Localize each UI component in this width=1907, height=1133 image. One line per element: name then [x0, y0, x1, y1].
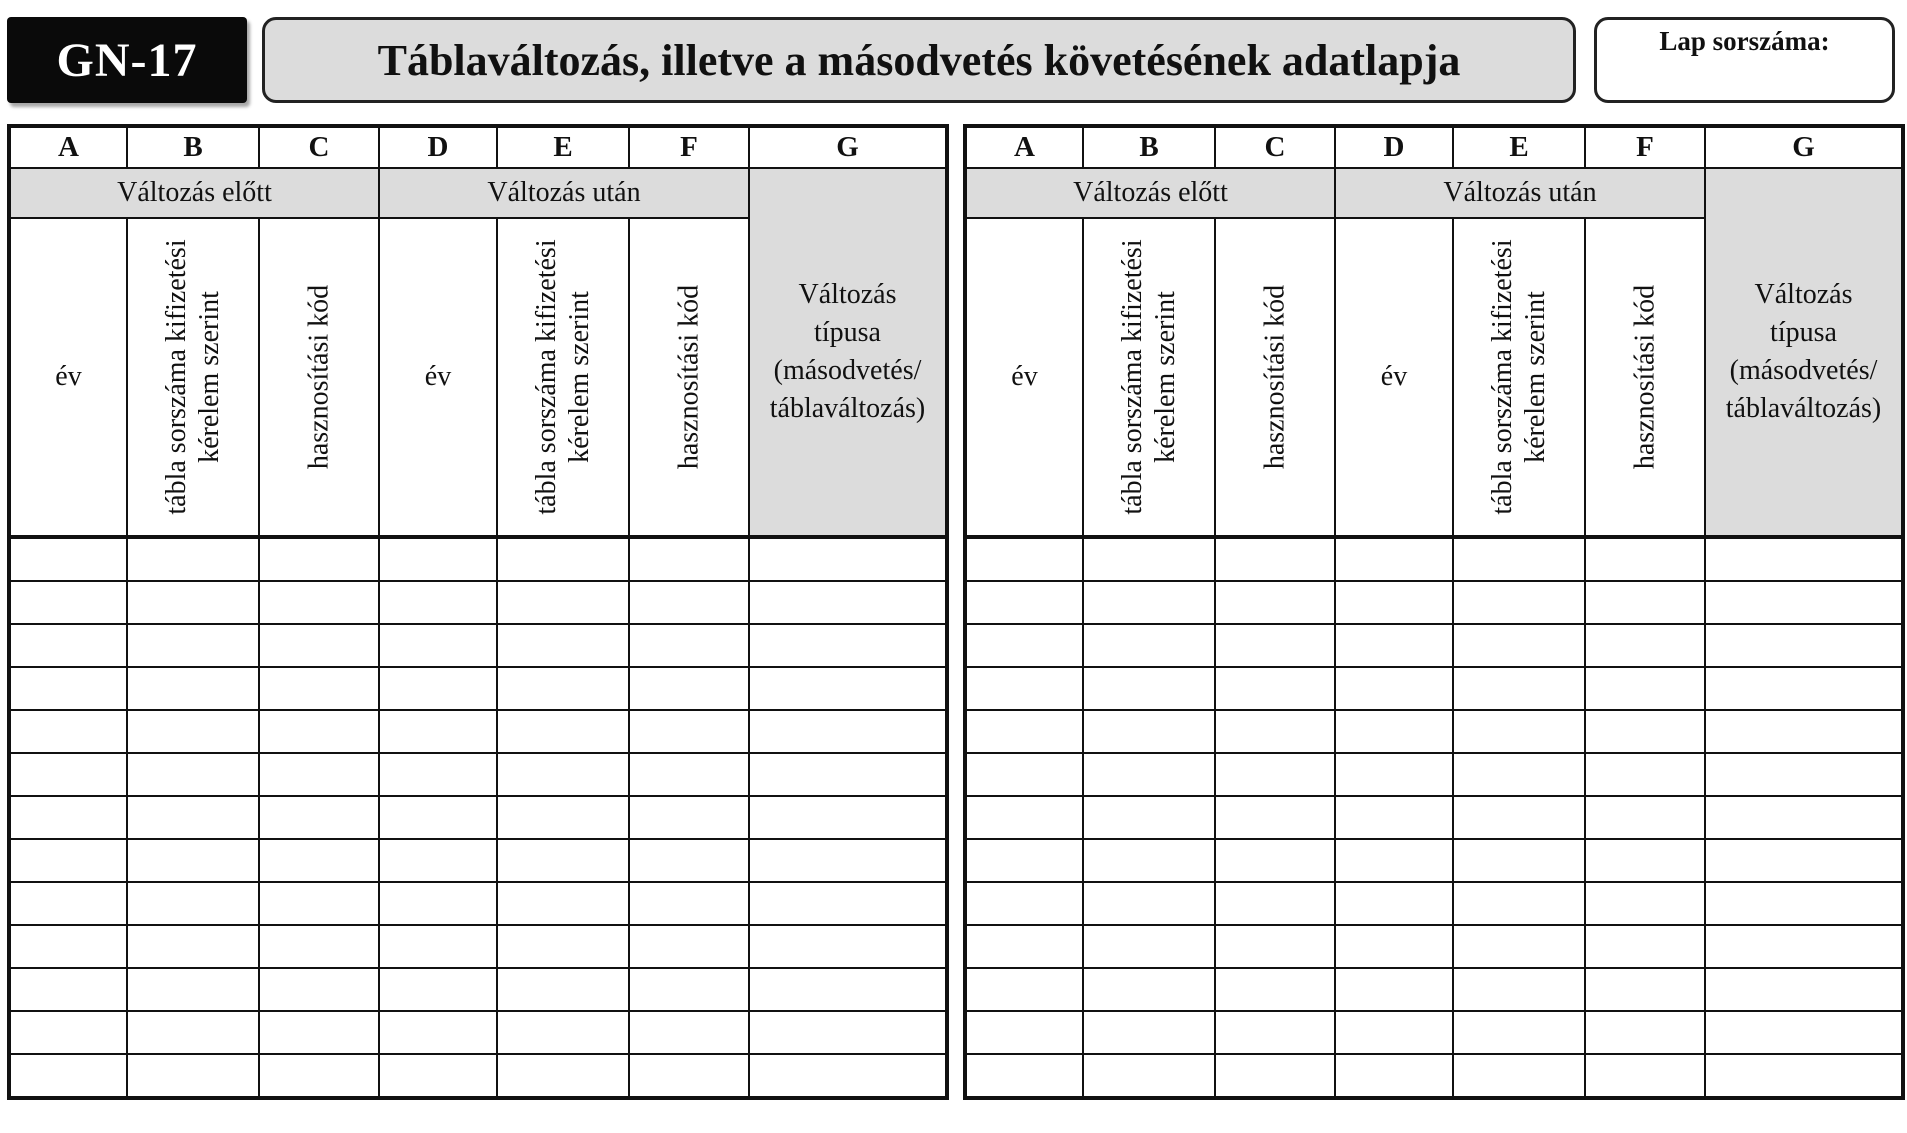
parcel-number-header-after [497, 218, 629, 537]
entry-cell[interactable] [127, 925, 259, 968]
entry-cell[interactable] [1705, 796, 1903, 839]
entry-cell[interactable] [965, 537, 1083, 581]
parcel-number-header-before [1083, 218, 1215, 537]
change-type-line1: Változás [798, 279, 897, 311]
entry-cell[interactable] [749, 581, 947, 624]
entry-cell[interactable] [749, 1054, 947, 1098]
entry-cell[interactable] [965, 796, 1083, 839]
entry-cell[interactable] [965, 624, 1083, 667]
entry-cell[interactable] [1705, 1054, 1903, 1098]
column-letter-d: D [1335, 126, 1453, 168]
entry-cell[interactable] [965, 968, 1083, 1011]
entry-cell[interactable] [629, 710, 749, 753]
entry-cell[interactable] [379, 839, 497, 882]
entry-cell[interactable] [379, 1054, 497, 1098]
column-letter-row [9, 126, 947, 168]
table-row [9, 796, 947, 839]
entry-cell[interactable] [497, 581, 629, 624]
entry-cell[interactable] [1215, 839, 1335, 882]
entry-cell[interactable] [9, 796, 127, 839]
change-type-line2: típusa [814, 317, 881, 349]
entry-cell[interactable] [1083, 968, 1215, 1011]
change-type-line2: típusa [1770, 317, 1837, 349]
usage-code-label: hasznosítási kód [303, 284, 335, 470]
table-row [965, 581, 1903, 624]
usage-code-header-before [259, 218, 379, 537]
entry-cell[interactable] [9, 839, 127, 882]
entry-cell[interactable] [749, 925, 947, 968]
entry-cell[interactable] [749, 624, 947, 667]
entry-cell[interactable] [1335, 624, 1453, 667]
entry-cell[interactable] [1705, 710, 1903, 753]
table-row [965, 1054, 1903, 1098]
entry-cell[interactable] [1335, 882, 1453, 925]
entry-cell[interactable] [1335, 667, 1453, 710]
entry-cell[interactable] [1335, 839, 1453, 882]
entry-cell[interactable] [1585, 624, 1705, 667]
column-letter-c: C [259, 126, 379, 168]
year-header-after: év [1335, 218, 1453, 537]
group-before-header: Változás előtt [9, 168, 379, 218]
column-letter-g: G [749, 126, 947, 168]
entry-cell[interactable] [1705, 753, 1903, 796]
table-row [9, 753, 947, 796]
entry-cell[interactable] [749, 753, 947, 796]
table-row [965, 753, 1903, 796]
entry-cell[interactable] [1335, 753, 1453, 796]
entry-cell[interactable] [259, 882, 379, 925]
entry-cell[interactable] [1585, 839, 1705, 882]
entry-cell[interactable] [1705, 667, 1903, 710]
entry-cell[interactable] [127, 968, 259, 1011]
entry-cell[interactable] [1083, 1054, 1215, 1098]
entry-cell[interactable] [379, 667, 497, 710]
entry-cell[interactable] [9, 753, 127, 796]
entry-cell[interactable] [1705, 968, 1903, 1011]
entry-cell[interactable] [1585, 753, 1705, 796]
entry-cell[interactable] [497, 710, 629, 753]
entry-cell[interactable] [629, 624, 749, 667]
table-row [965, 537, 1903, 581]
parcel-number-header-after [1453, 218, 1585, 537]
entry-cell[interactable] [1083, 1011, 1215, 1054]
entry-cell[interactable] [259, 624, 379, 667]
entry-cell[interactable] [1083, 581, 1215, 624]
entry-cell[interactable] [965, 710, 1083, 753]
entry-cell[interactable] [1335, 796, 1453, 839]
entry-cell[interactable] [497, 624, 629, 667]
entry-cell[interactable] [965, 1011, 1083, 1054]
entry-cell[interactable] [127, 796, 259, 839]
entry-cell[interactable] [1215, 624, 1335, 667]
entry-cell[interactable] [379, 1011, 497, 1054]
entry-cell[interactable] [629, 925, 749, 968]
entry-cell[interactable] [1215, 1011, 1335, 1054]
entry-cell[interactable] [1083, 537, 1215, 581]
entry-cell[interactable] [1705, 882, 1903, 925]
entry-cell[interactable] [749, 537, 947, 581]
change-type-line3: (másodvetés/ [773, 355, 922, 386]
entry-cell[interactable] [965, 581, 1083, 624]
year-header-after: év [379, 218, 497, 537]
entry-cell[interactable] [629, 796, 749, 839]
entry-cell[interactable] [629, 1011, 749, 1054]
entry-cell[interactable] [1083, 882, 1215, 925]
entry-cell[interactable] [1215, 753, 1335, 796]
entry-cell[interactable] [1215, 581, 1335, 624]
change-type-header [749, 168, 947, 537]
entry-cell[interactable] [497, 1011, 629, 1054]
group-after-header: Változás után [1335, 168, 1705, 218]
entry-cell[interactable] [379, 624, 497, 667]
entry-cell[interactable] [9, 1054, 127, 1098]
usage-code-label: hasznosítási kód [1629, 284, 1661, 470]
table-row [965, 1011, 1903, 1054]
entry-cell[interactable] [749, 1011, 947, 1054]
year-header-before: év [9, 218, 127, 537]
table-row [965, 968, 1903, 1011]
entry-cell[interactable] [127, 624, 259, 667]
entry-cell[interactable] [749, 667, 947, 710]
entry-cell[interactable] [1705, 581, 1903, 624]
column-letter-c: C [1215, 126, 1335, 168]
parcel-number-line2: kérelem szerint [1520, 291, 1551, 463]
entry-cell[interactable] [1453, 968, 1585, 1011]
change-type-line3: (másodvetés/ [1729, 355, 1878, 386]
table-row [965, 624, 1903, 667]
entry-cell[interactable] [379, 710, 497, 753]
usage-code-header-after [629, 218, 749, 537]
entry-cell[interactable] [1705, 537, 1903, 581]
change-type-line1: Változás [1754, 279, 1853, 311]
entry-cell[interactable] [1453, 753, 1585, 796]
entry-cell[interactable] [497, 925, 629, 968]
entry-cell[interactable] [497, 1054, 629, 1098]
entry-cell[interactable] [629, 968, 749, 1011]
entry-cell[interactable] [629, 667, 749, 710]
entry-cell[interactable] [127, 839, 259, 882]
sheet-number-field[interactable] [1594, 17, 1895, 103]
entry-cell[interactable] [1453, 667, 1585, 710]
entry-cell[interactable] [1335, 1054, 1453, 1098]
column-letter-e: E [1453, 126, 1585, 168]
entry-cell[interactable] [1453, 537, 1585, 581]
entry-cell[interactable] [259, 667, 379, 710]
entry-cell[interactable] [379, 882, 497, 925]
column-letter-e: E [497, 126, 629, 168]
entry-cell[interactable] [1083, 753, 1215, 796]
entry-cell[interactable] [9, 968, 127, 1011]
entry-cell[interactable] [1585, 581, 1705, 624]
usage-code-header-after [1585, 218, 1705, 537]
table-row [9, 968, 947, 1011]
parcel-number-header-before [127, 218, 259, 537]
change-type-line4: táblaváltozás) [769, 392, 926, 424]
form-title: Táblaváltozás, illetve a másodvetés követésének adatlapja [262, 17, 1576, 103]
change-table-right [963, 124, 1905, 1100]
entry-cell[interactable] [629, 753, 749, 796]
entry-cell[interactable] [1585, 667, 1705, 710]
table-row [9, 537, 947, 581]
entry-cell[interactable] [1585, 796, 1705, 839]
entry-cell[interactable] [1083, 667, 1215, 710]
entry-cell[interactable] [629, 839, 749, 882]
entry-cell[interactable] [259, 753, 379, 796]
entry-cell[interactable] [9, 667, 127, 710]
entry-cell[interactable] [497, 537, 629, 581]
change-table-left [7, 124, 949, 1100]
parcel-number-line2: kérelem szerint [1150, 291, 1181, 463]
entry-cell[interactable] [1585, 1011, 1705, 1054]
entry-cell[interactable] [127, 710, 259, 753]
entry-cell[interactable] [379, 581, 497, 624]
entry-cell[interactable] [1215, 1054, 1335, 1098]
entry-cell[interactable] [1705, 925, 1903, 968]
entry-cell[interactable] [965, 1054, 1083, 1098]
entry-cell[interactable] [9, 710, 127, 753]
table-row [9, 581, 947, 624]
parcel-number-line1: tábla sorszáma kifizetési [1116, 239, 1148, 515]
entry-cell[interactable] [1215, 667, 1335, 710]
entry-cell[interactable] [1215, 710, 1335, 753]
parcel-number-line2: kérelem szerint [194, 291, 225, 463]
entry-cell[interactable] [965, 753, 1083, 796]
entry-cell[interactable] [1585, 925, 1705, 968]
entry-cell[interactable] [1585, 710, 1705, 753]
table-row [9, 1054, 947, 1098]
entry-cell[interactable] [9, 1011, 127, 1054]
entry-cell[interactable] [965, 839, 1083, 882]
column-letter-f: F [1585, 126, 1705, 168]
usage-code-label: hasznosítási kód [1259, 284, 1291, 470]
form-header [0, 0, 1907, 110]
column-letter-g: G [1705, 126, 1903, 168]
entry-cell[interactable] [259, 1054, 379, 1098]
entry-cell[interactable] [497, 796, 629, 839]
entry-cell[interactable] [9, 581, 127, 624]
group-header-row [965, 168, 1903, 218]
entry-cell[interactable] [1335, 710, 1453, 753]
group-header-row [9, 168, 947, 218]
entry-cell[interactable] [259, 537, 379, 581]
usage-code-header-before [1215, 218, 1335, 537]
entry-cell[interactable] [497, 667, 629, 710]
change-type-header [1705, 168, 1903, 537]
entry-cell[interactable] [1453, 1054, 1585, 1098]
entry-cell[interactable] [1453, 925, 1585, 968]
entry-cell[interactable] [127, 667, 259, 710]
entry-cell[interactable] [1083, 624, 1215, 667]
table-row [965, 710, 1903, 753]
entry-cell[interactable] [1335, 581, 1453, 624]
year-header-before: év [965, 218, 1083, 537]
column-letter-b: B [127, 126, 259, 168]
group-before-header: Változás előtt [965, 168, 1335, 218]
entry-cell[interactable] [497, 882, 629, 925]
entry-cell[interactable] [749, 882, 947, 925]
parcel-number-line1: tábla sorszáma kifizetési [160, 239, 192, 515]
table-row [965, 796, 1903, 839]
column-letter-row [965, 126, 1903, 168]
entry-cell[interactable] [1453, 796, 1585, 839]
entry-cell[interactable] [259, 710, 379, 753]
entry-cell[interactable] [1215, 925, 1335, 968]
entry-cell[interactable] [259, 925, 379, 968]
column-letter-a: A [965, 126, 1083, 168]
entry-cell[interactable] [629, 882, 749, 925]
parcel-number-line1: tábla sorszáma kifizetési [530, 239, 562, 515]
entry-cell[interactable] [127, 1011, 259, 1054]
entry-cell[interactable] [1335, 925, 1453, 968]
table-row [965, 667, 1903, 710]
entry-cell[interactable] [1215, 882, 1335, 925]
entry-cell[interactable] [127, 1054, 259, 1098]
entry-cell[interactable] [1215, 968, 1335, 1011]
entry-cell[interactable] [497, 839, 629, 882]
entry-cell[interactable] [749, 839, 947, 882]
entry-cell[interactable] [749, 710, 947, 753]
entry-cell[interactable] [1705, 1011, 1903, 1054]
entry-cell[interactable] [1705, 839, 1903, 882]
entry-cell[interactable] [259, 1011, 379, 1054]
entry-cell[interactable] [1083, 796, 1215, 839]
entry-cell[interactable] [749, 968, 947, 1011]
entry-cell[interactable] [1453, 839, 1585, 882]
entry-cell[interactable] [9, 925, 127, 968]
entry-cell[interactable] [497, 753, 629, 796]
entry-cell[interactable] [1453, 710, 1585, 753]
table-row [9, 839, 947, 882]
entry-cell[interactable] [1453, 581, 1585, 624]
entry-cell[interactable] [1453, 624, 1585, 667]
column-letter-b: B [1083, 126, 1215, 168]
entry-cell[interactable] [127, 753, 259, 796]
entry-cell[interactable] [259, 581, 379, 624]
entry-cell[interactable] [629, 1054, 749, 1098]
entry-cell[interactable] [1705, 624, 1903, 667]
table-row [965, 839, 1903, 882]
entry-cell[interactable] [9, 537, 127, 581]
entry-cell[interactable] [1335, 537, 1453, 581]
entry-cell[interactable] [1585, 882, 1705, 925]
table-row [9, 1011, 947, 1054]
table-row [9, 925, 947, 968]
table-row [9, 882, 947, 925]
entry-cell[interactable] [1453, 1011, 1585, 1054]
table-row [9, 667, 947, 710]
entry-cell[interactable] [259, 796, 379, 839]
entry-cell[interactable] [1083, 839, 1215, 882]
column-letter-a: A [9, 126, 127, 168]
entry-cell[interactable] [629, 581, 749, 624]
entry-cell[interactable] [127, 537, 259, 581]
column-letter-d: D [379, 126, 497, 168]
entry-cell[interactable] [749, 796, 947, 839]
entry-cell[interactable] [1453, 882, 1585, 925]
entry-cell[interactable] [9, 624, 127, 667]
parcel-number-line2: kérelem szerint [564, 291, 595, 463]
table-row [965, 925, 1903, 968]
entry-cell[interactable] [629, 537, 749, 581]
parcel-number-line1: tábla sorszáma kifizetési [1486, 239, 1518, 515]
sheet-number-label: Lap sorszáma: [1659, 26, 1830, 56]
entry-cell[interactable] [127, 882, 259, 925]
entry-cell[interactable] [965, 925, 1083, 968]
entry-cell[interactable] [379, 925, 497, 968]
entry-cell[interactable] [379, 537, 497, 581]
entry-cell[interactable] [9, 882, 127, 925]
entry-cell[interactable] [1335, 1011, 1453, 1054]
entry-cell[interactable] [259, 839, 379, 882]
entry-cell[interactable] [1335, 968, 1453, 1011]
entry-cell[interactable] [497, 968, 629, 1011]
entry-cell[interactable] [379, 796, 497, 839]
entry-cell[interactable] [1585, 537, 1705, 581]
entry-cell[interactable] [1215, 796, 1335, 839]
entry-cell[interactable] [965, 667, 1083, 710]
group-after-header: Változás után [379, 168, 749, 218]
entry-cell[interactable] [127, 581, 259, 624]
entry-cell[interactable] [1215, 537, 1335, 581]
entry-cell[interactable] [379, 968, 497, 1011]
change-type-line4: táblaváltozás) [1725, 392, 1882, 424]
entry-cell[interactable] [259, 968, 379, 1011]
entry-cell[interactable] [1083, 710, 1215, 753]
usage-code-label: hasznosítási kód [673, 284, 705, 470]
entry-cell[interactable] [379, 753, 497, 796]
entry-cell[interactable] [965, 882, 1083, 925]
table-row [9, 624, 947, 667]
entry-cell[interactable] [1585, 968, 1705, 1011]
entry-cell[interactable] [1083, 925, 1215, 968]
entry-cell[interactable] [1585, 1054, 1705, 1098]
form-code-badge: GN-17 [7, 17, 247, 103]
table-row [965, 882, 1903, 925]
table-row [9, 710, 947, 753]
column-letter-f: F [629, 126, 749, 168]
